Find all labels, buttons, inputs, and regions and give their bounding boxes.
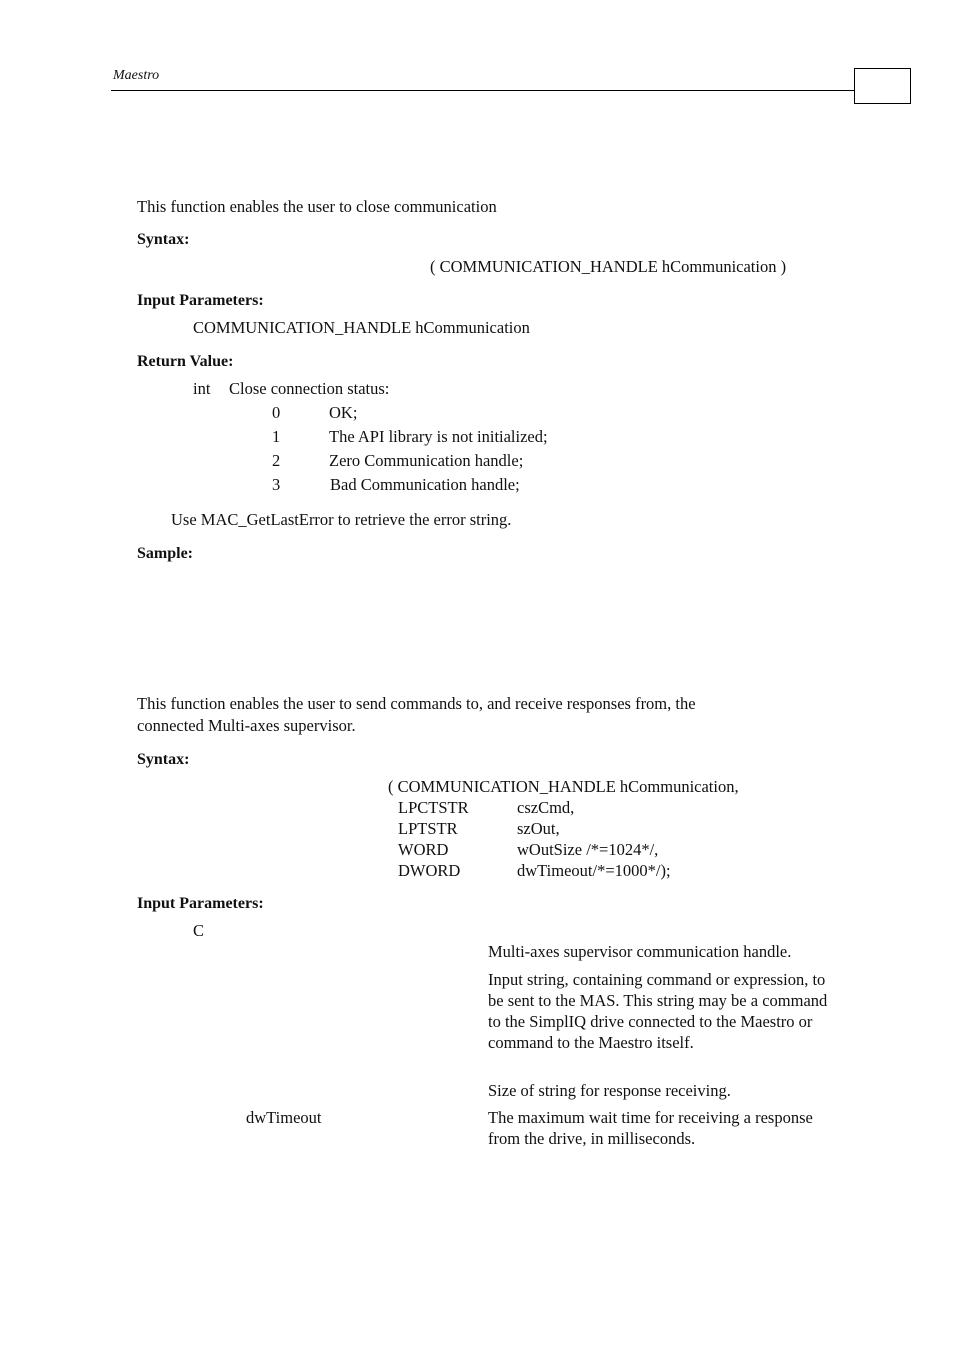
syntax-param-name: cszCmd,: [517, 798, 575, 817]
page-number-box: [854, 68, 911, 104]
syntax-param-type: LPCTSTR: [398, 798, 469, 817]
status-text: Bad Communication handle;: [330, 475, 520, 494]
send-syntax-first: ( COMMUNICATION_HANDLE hCommunication,: [388, 777, 739, 796]
return-type: int: [193, 379, 211, 398]
param-desc-size: Size of string for response receiving.: [488, 1081, 731, 1100]
header-title: Maestro: [113, 68, 160, 83]
send-input-first: C: [193, 921, 205, 940]
close-input-param: COMMUNICATION_HANDLE hCommunication: [193, 318, 530, 337]
sample-label: Sample:: [137, 545, 193, 562]
syntax-param-name: dwTimeout/*=1000*/);: [517, 861, 671, 880]
send-syntax-label: Syntax:: [137, 751, 190, 768]
send-description-line2: connected Multi-axes supervisor.: [137, 716, 356, 735]
status-code: 2: [272, 451, 281, 470]
close-syntax-label: Syntax:: [137, 231, 190, 248]
syntax-param-name: szOut,: [517, 819, 560, 838]
status-text: The API library is not initialized;: [329, 427, 548, 446]
syntax-param-type: DWORD: [398, 861, 461, 880]
header-rule: [111, 90, 855, 91]
send-input-label: Input Parameters:: [137, 895, 264, 912]
close-return-label: Return Value:: [137, 353, 234, 370]
status-text: OK;: [329, 403, 358, 422]
status-code: 1: [272, 427, 281, 446]
close-description: This function enables the user to close communication: [137, 197, 497, 216]
status-code: 3: [272, 475, 281, 494]
status-text: Zero Communication handle;: [329, 451, 524, 470]
close-syntax-args: ( COMMUNICATION_HANDLE hCommunication ): [430, 257, 787, 276]
status-code: 0: [272, 403, 281, 422]
syntax-param-type: LPTSTR: [398, 819, 458, 838]
return-description: Close connection status:: [229, 379, 390, 398]
param-desc-cmd: Input string, containing command or expression, to be sent to the MAS. This string may be a command to the SimplIQ drive connected to the Maestro or command to the Maestro itself.: [488, 970, 828, 1052]
error-note: Use MAC_GetLastError to retrieve the error string.: [171, 510, 512, 529]
param-name-timeout: dwTimeout: [246, 1108, 322, 1127]
param-desc-timeout: The maximum wait time for receiving a response from the drive, in milliseconds.: [488, 1108, 813, 1148]
close-input-label: Input Parameters:: [137, 292, 264, 309]
send-description-line1: This function enables the user to send commands to, and receive responses from, the: [137, 694, 696, 713]
param-desc-handle: Multi-axes supervisor communication handle.: [488, 942, 792, 961]
syntax-param-name: wOutSize /*=1024*/,: [517, 840, 659, 859]
syntax-param-type: WORD: [398, 840, 449, 859]
